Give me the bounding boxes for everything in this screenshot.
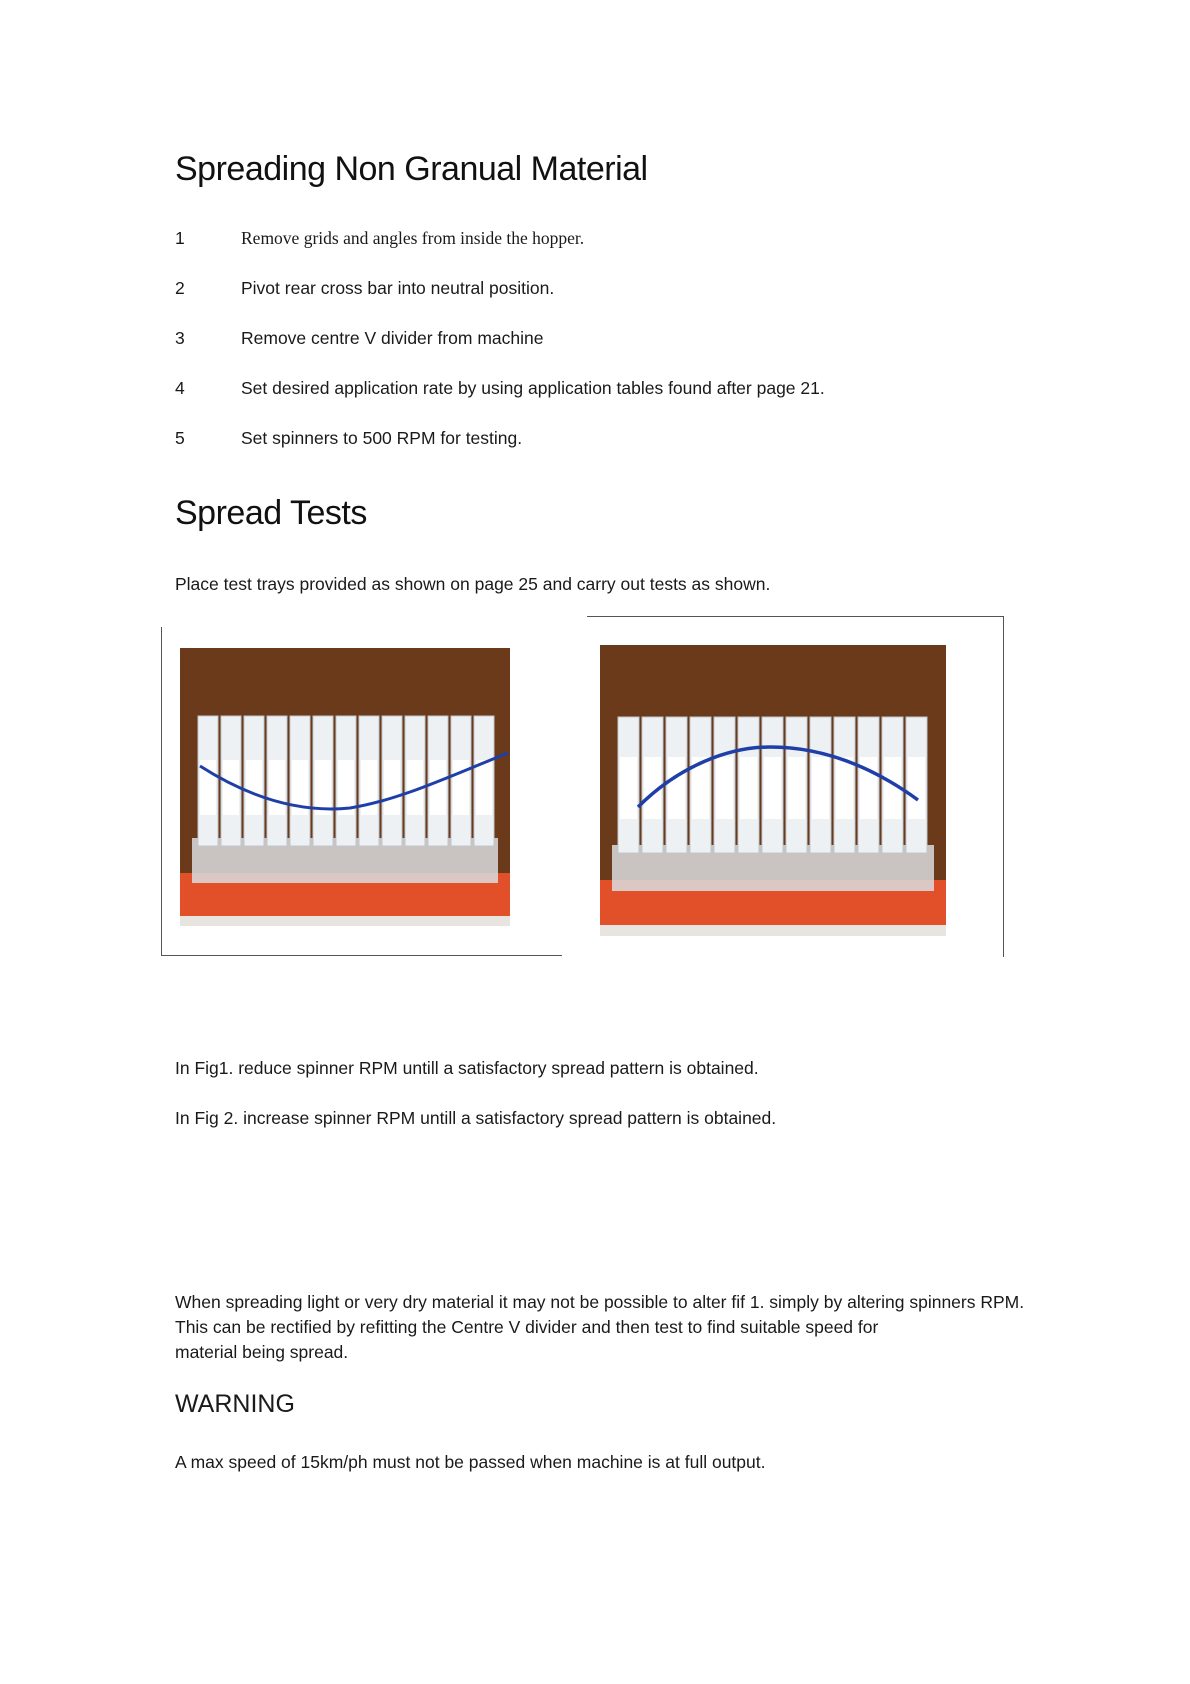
step-text: Set desired application rate by using application tables found after page 21.: [241, 378, 825, 398]
figure-1-photo: [180, 648, 510, 926]
step-item: [175, 278, 1075, 302]
step-text: Pivot rear cross bar into neutral position.: [241, 278, 555, 298]
section-title-spread-tests: Spread Tests: [175, 494, 367, 532]
step-text: Remove grids and angles from inside the hopper.: [241, 228, 585, 248]
step-item: [175, 328, 1075, 352]
fig1-note: In Fig1. reduce spinner RPM untill a satisfactory spread pattern is obtained.: [175, 1058, 759, 1078]
warning-text: A max speed of 15km/ph must not be passed when machine is at full output.: [175, 1452, 766, 1472]
dry-material-line-3: material being spread.: [175, 1342, 349, 1362]
step-text: Remove centre V divider from machine: [241, 328, 544, 348]
step-number: 1: [175, 228, 185, 248]
section-title-spreading: Spreading Non Granual Material: [175, 150, 648, 188]
dry-material-line-2: This can be rectified by refitting the Centre V divider and then test to find suitable speed for: [175, 1317, 879, 1337]
step-item: [175, 378, 1075, 402]
step-number: 2: [175, 278, 185, 298]
step-number: 5: [175, 428, 185, 448]
step-number: 4: [175, 378, 185, 398]
fig2-note: In Fig 2. increase spinner RPM untill a satisfactory spread pattern is obtained.: [175, 1108, 777, 1128]
step-number: 3: [175, 328, 185, 348]
step-text: Set spinners to 500 RPM for testing.: [241, 428, 523, 448]
figure-2-photo: [600, 645, 946, 936]
step-item: [175, 428, 1075, 452]
warning-title: WARNING: [175, 1390, 295, 1418]
dry-material-line-1: When spreading light or very dry material it may not be possible to alter fif 1. simply by altering spinners RPM.: [175, 1292, 1025, 1312]
spread-tests-intro: Place test trays provided as shown on page 25 and carry out tests as shown.: [175, 574, 771, 594]
step-item: [175, 228, 1075, 252]
